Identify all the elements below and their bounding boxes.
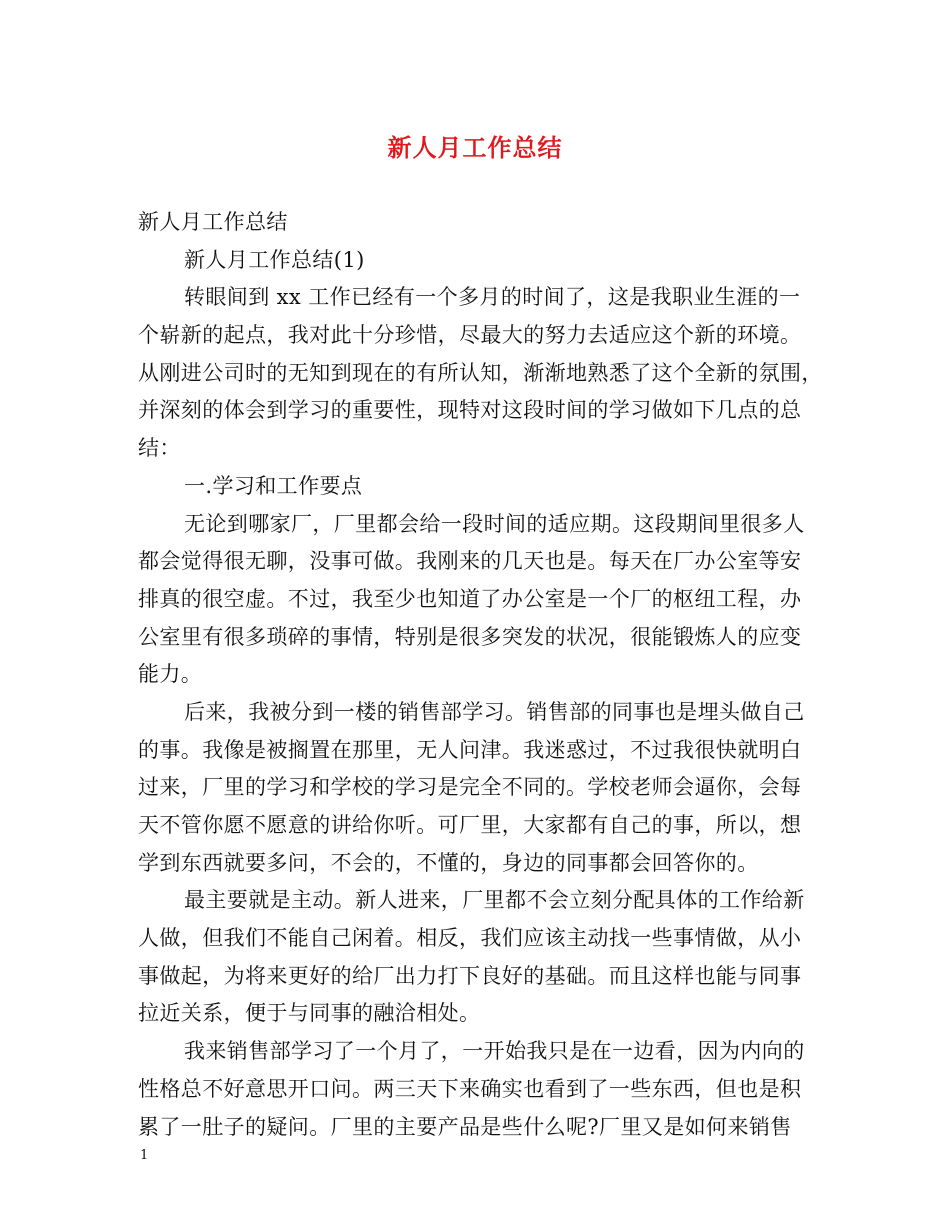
- body-line: 性格总不好意思开口问。两三天下来确实也看到了一些东西，但也是积: [138, 1076, 802, 1101]
- body-line: 新人月工作总结: [138, 210, 288, 234]
- body-line: 能力。: [138, 662, 203, 687]
- document-title: 新人月工作总结: [387, 133, 563, 162]
- body-line: 天不管你愿不愿意的讲给你听。可厂里，大家都有自己的事，所以，想: [138, 813, 802, 837]
- body-line: 最主要就是主动。新人进来，厂里都不会立刻分配具体的工作给新: [184, 888, 805, 913]
- document-body: [138, 204, 823, 1146]
- body-line: 新人月工作总结(1): [184, 247, 365, 272]
- body-line: 我来销售部学习了一个月了，一开始我只是在一边看，因为内向的: [184, 1039, 805, 1064]
- body-line: 一.学习和工作要点: [184, 473, 363, 498]
- page-number: 1: [140, 1148, 149, 1163]
- body-line: 事做起，为将来更好的给厂出力打下良好的基础。而且这样也能与同事: [138, 963, 802, 988]
- body-line: 结：: [138, 436, 181, 461]
- body-line: 累了一肚子的疑问。厂里的主要产品是些什么呢?厂里又是如何来销售: [138, 1114, 792, 1139]
- body-line: 个崭新的起点，我对此十分珍惜，尽最大的努力去适应这个新的环境。: [138, 323, 802, 348]
- body-line: 并深刻的体会到学习的重要性，现特对这段时间的学习做如下几点的总: [138, 398, 802, 423]
- body-line: 后来，我被分到一楼的销售部学习。销售部的同事也是埋头做自己: [184, 699, 805, 724]
- body-line: 公室里有很多琐碎的事情，特别是很多突发的状况，很能锻炼人的应变: [138, 624, 802, 649]
- body-line: 都会觉得很无聊，没事可做。我刚来的几天也是。每天在厂办公室等安: [138, 549, 802, 574]
- body-line: 从刚进公司时的无知到现在的有所认知，渐渐地熟悉了这个全新的氛围，: [138, 360, 823, 385]
- body-line: 学到东西就要多问，不会的，不懂的，身边的同事都会回答你的。: [138, 850, 759, 875]
- body-line: 的事。我像是被搁置在那里，无人问津。我迷惑过，不过我很快就明白: [138, 737, 802, 762]
- body-line: 无论到哪家厂，厂里都会给一段时间的适应期。这段期间里很多人: [184, 511, 805, 536]
- body-line: 转眼间到 xx 工作已经有一个多月的时间了，这是我职业生涯的一: [184, 285, 801, 310]
- body-line: 排真的很空虚。不过，我至少也知道了办公室是一个厂的枢纽工程，办: [138, 586, 802, 611]
- body-line: 人做，但我们不能自己闲着。相反，我们应该主动找一些事情做，从小: [138, 926, 802, 951]
- body-line: 过来，厂里的学习和学校的学习是完全不同的。学校老师会逼你，会每: [138, 775, 802, 800]
- body-line: 拉近关系，便于与同事的融洽相处。: [138, 1001, 481, 1026]
